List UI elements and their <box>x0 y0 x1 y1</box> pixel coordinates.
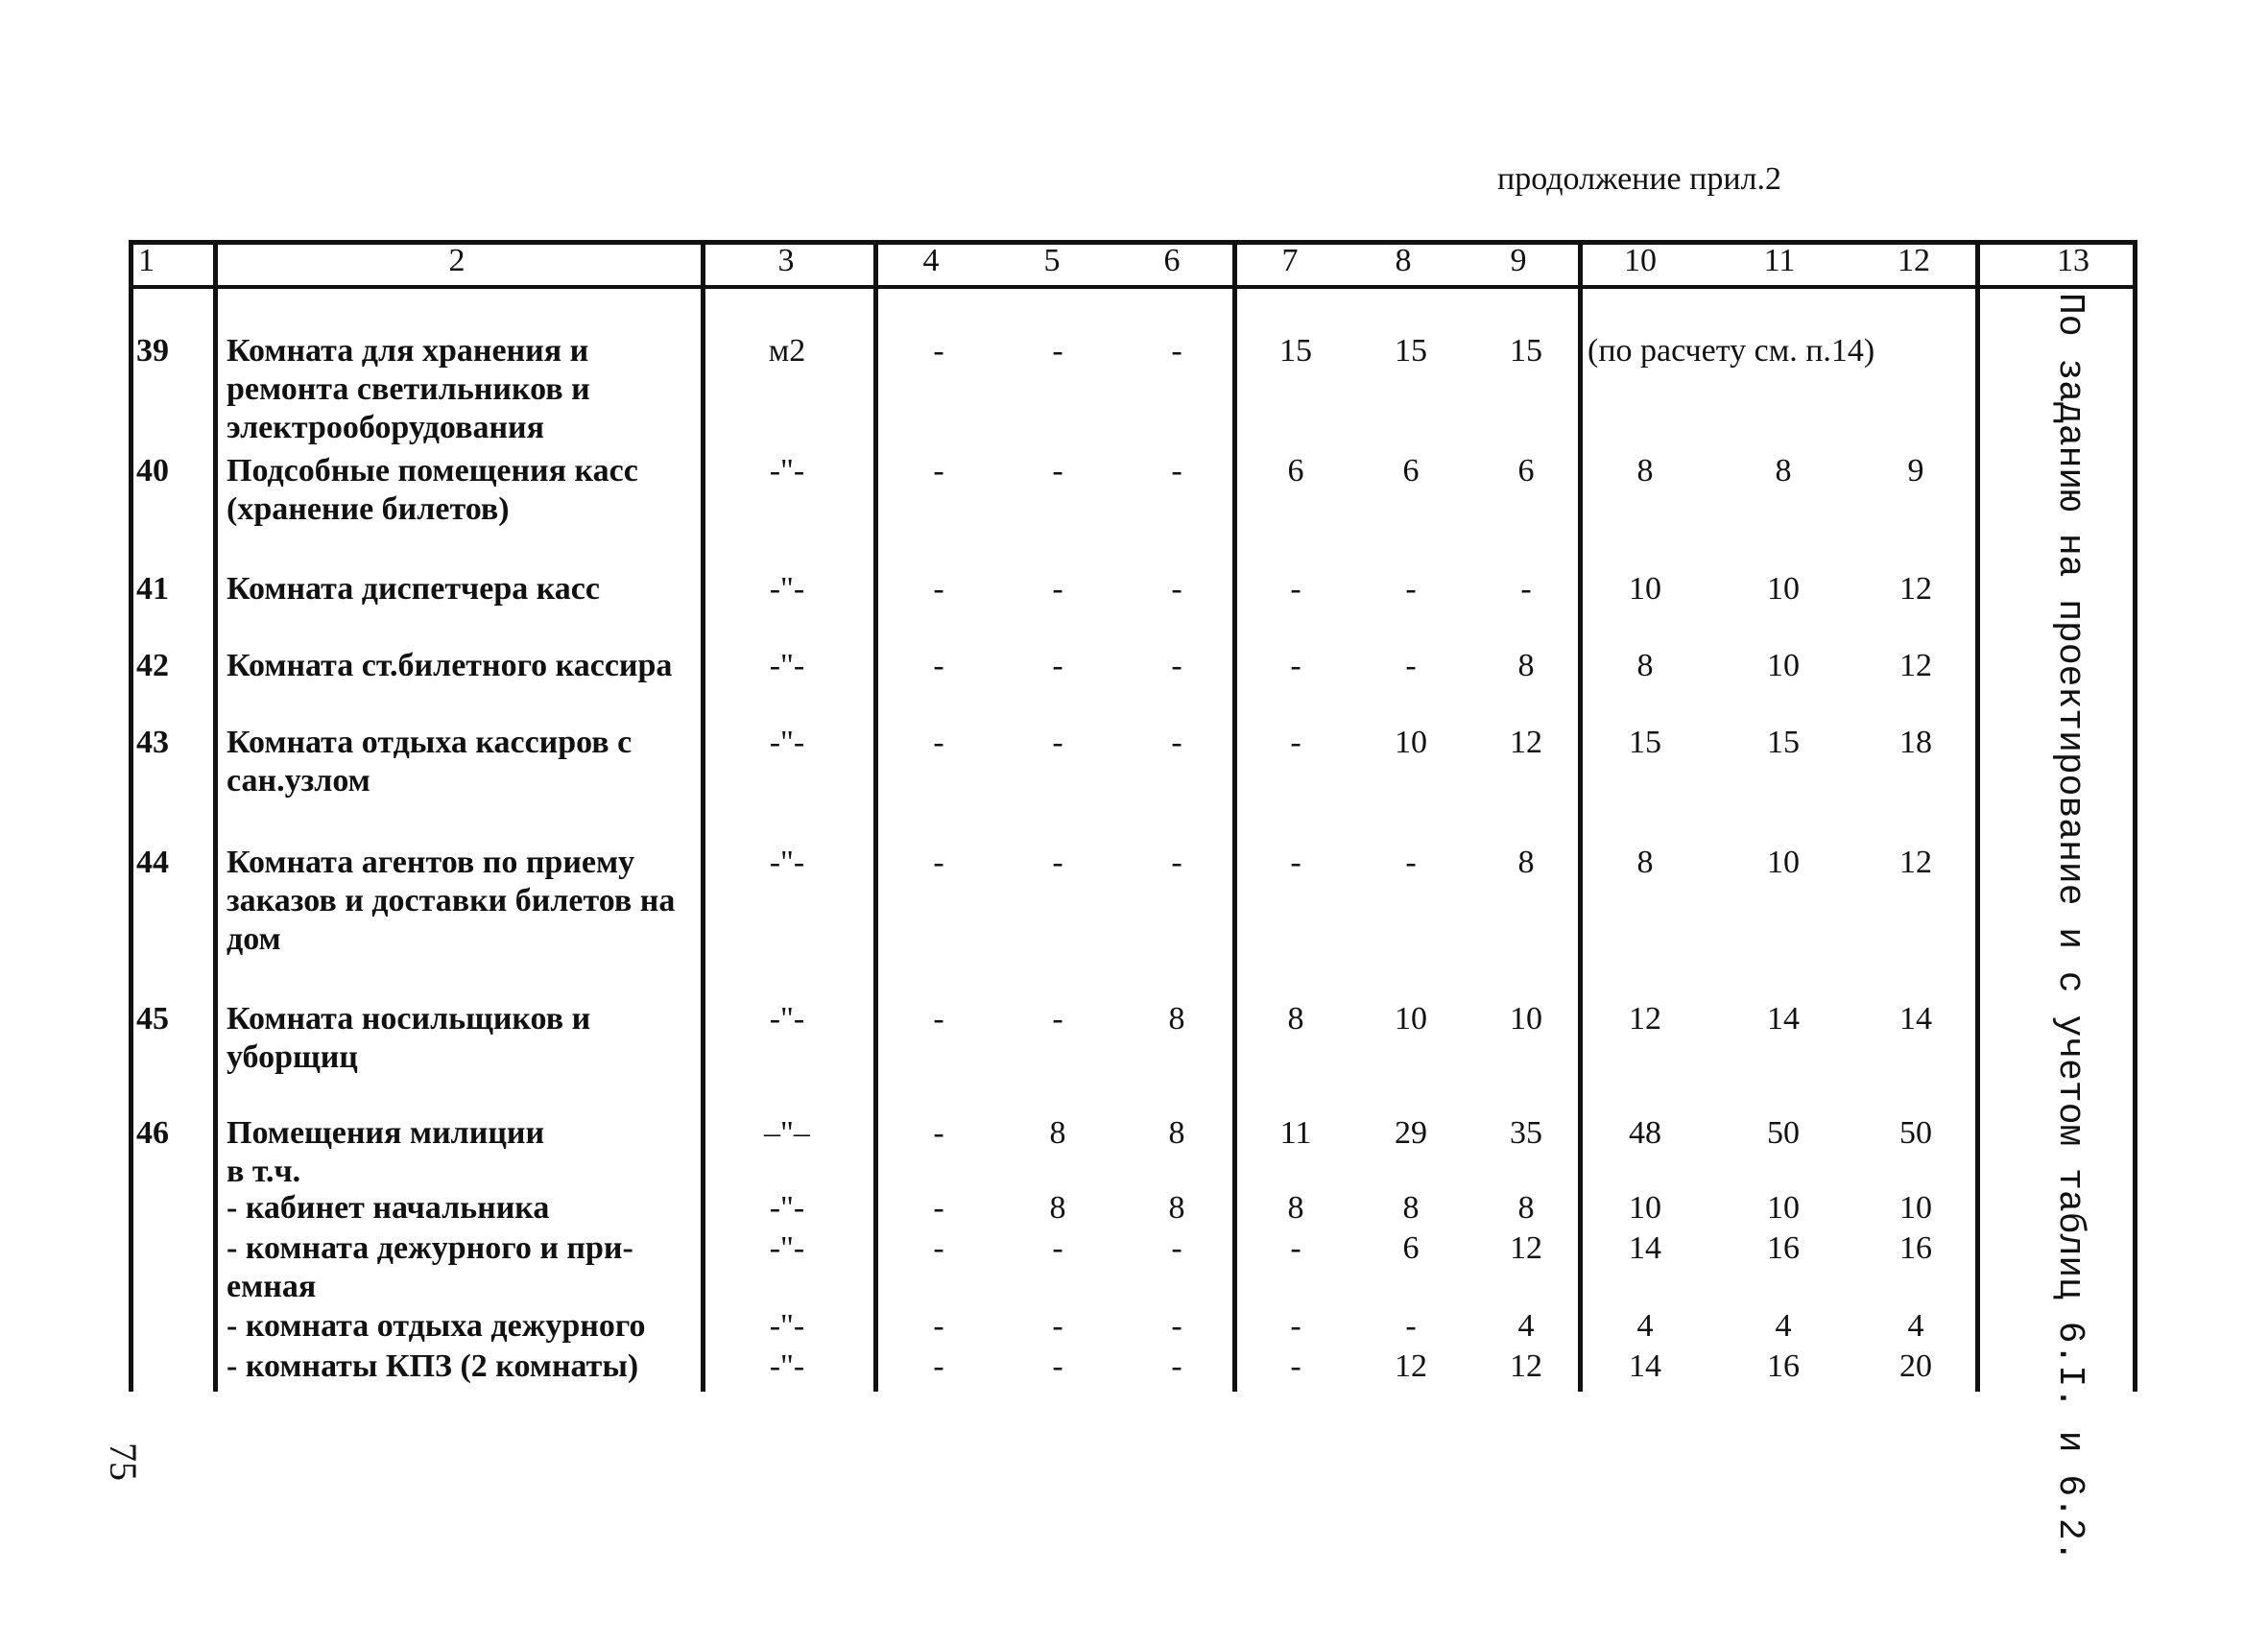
value-cell: 15 <box>1510 333 1542 369</box>
data-table <box>129 240 2137 1392</box>
row-name-line: - комната дежурного и при- <box>227 1230 633 1266</box>
value-cell: - <box>1171 845 1182 880</box>
value-cell: 12 <box>1899 571 1932 607</box>
row-name-line: емная <box>227 1269 317 1304</box>
value-cell: 8 <box>1168 1115 1185 1151</box>
value-cell: 10 <box>1767 845 1800 880</box>
value-cell: 10 <box>1395 725 1427 760</box>
value-cell: 6 <box>1287 453 1304 489</box>
column-header: 12 <box>1898 243 1930 278</box>
value-cell: 8 <box>1517 1190 1535 1226</box>
value-cell: - <box>1171 648 1182 683</box>
row-name-line: заказов и доставки билетов на <box>227 883 676 918</box>
value-cell: - <box>1171 725 1182 760</box>
header-bottom-border <box>129 285 2137 289</box>
value-cell: 8 <box>1287 1190 1304 1226</box>
row-number: 44 <box>136 845 169 880</box>
value-cell: - <box>1171 1308 1182 1344</box>
calc-note: (по расчету см. п.14) <box>1588 333 1875 369</box>
row-name-line: - комнаты КПЗ (2 комнаты) <box>227 1348 639 1384</box>
value-cell: 16 <box>1767 1348 1800 1384</box>
unit-cell: -"- <box>769 1001 805 1037</box>
value-cell: 6 <box>1402 1230 1420 1266</box>
row-name-line: электрооборудования <box>227 410 545 445</box>
value-cell: - <box>933 571 944 607</box>
row-name-line: в т.ч. <box>227 1154 301 1189</box>
col-divider <box>2133 240 2137 1392</box>
column-header: 3 <box>777 243 795 278</box>
value-cell: - <box>933 1115 944 1151</box>
value-cell: - <box>1052 1308 1063 1344</box>
value-cell: 6 <box>1402 453 1420 489</box>
value-cell: 4 <box>1907 1308 1924 1344</box>
value-cell: - <box>1290 1230 1301 1266</box>
value-cell: 16 <box>1767 1230 1800 1266</box>
value-cell: 10 <box>1899 1190 1932 1226</box>
unit-cell: -"- <box>769 1348 805 1384</box>
col-divider <box>129 240 133 1392</box>
value-cell: - <box>1290 845 1301 880</box>
value-cell: 8 <box>1636 648 1654 683</box>
value-cell: 14 <box>1629 1230 1661 1266</box>
row-name-line: - комната отдыха дежурного <box>227 1308 646 1344</box>
column-header: 2 <box>448 243 466 278</box>
unit-cell: -"- <box>769 1190 805 1226</box>
side-note: По заданию на проектирование и с учетом таблиц 6.I. и 6.2. <box>2049 293 2090 1562</box>
value-cell: 10 <box>1629 1190 1661 1226</box>
value-cell: - <box>1520 571 1532 607</box>
value-cell: 9 <box>1907 453 1924 489</box>
row-name-line: Комната отдыха кассиров с <box>227 725 633 760</box>
row-number: 41 <box>136 571 169 607</box>
unit-cell: -"- <box>769 725 805 760</box>
unit-cell: –"– <box>764 1115 810 1151</box>
value-cell: - <box>933 1348 944 1384</box>
value-cell: - <box>1052 845 1063 880</box>
value-cell: - <box>1405 648 1417 683</box>
value-cell: 29 <box>1395 1115 1427 1151</box>
value-cell: - <box>1405 571 1417 607</box>
column-header: 9 <box>1510 243 1527 278</box>
value-cell: - <box>1290 1348 1301 1384</box>
value-cell: 8 <box>1636 845 1654 880</box>
col-divider <box>1232 240 1237 1392</box>
value-cell: 48 <box>1629 1115 1661 1151</box>
value-cell: 14 <box>1767 1001 1800 1037</box>
col-divider <box>1975 240 1980 1392</box>
row-name-line: сан.узлом <box>227 763 370 799</box>
value-cell: 8 <box>1517 648 1535 683</box>
value-cell: 8 <box>1517 845 1535 880</box>
column-header: 11 <box>1763 243 1796 278</box>
value-cell: - <box>1405 1308 1417 1344</box>
row-number: 46 <box>136 1115 169 1151</box>
value-cell: - <box>933 1190 944 1226</box>
value-cell: 8 <box>1168 1190 1185 1226</box>
row-name-line: - кабинет начальника <box>227 1190 550 1226</box>
row-name-line: Комната агентов по приему <box>227 845 635 880</box>
value-cell: 12 <box>1510 1230 1542 1266</box>
value-cell: - <box>1052 1001 1063 1037</box>
value-cell: 8 <box>1775 453 1792 489</box>
value-cell: - <box>933 845 944 880</box>
value-cell: - <box>933 333 944 369</box>
value-cell: - <box>1290 725 1301 760</box>
value-cell: - <box>1290 1308 1301 1344</box>
unit-cell: м2 <box>768 333 806 369</box>
value-cell: 20 <box>1899 1348 1932 1384</box>
value-cell: 8 <box>1049 1115 1066 1151</box>
value-cell: 4 <box>1775 1308 1792 1344</box>
value-cell: 10 <box>1629 571 1661 607</box>
value-cell: 10 <box>1395 1001 1427 1037</box>
value-cell: - <box>933 1308 944 1344</box>
value-cell: - <box>933 1001 944 1037</box>
value-cell: 8 <box>1636 453 1654 489</box>
column-header: 4 <box>922 243 940 278</box>
column-header: 1 <box>138 243 155 278</box>
value-cell: 12 <box>1899 845 1932 880</box>
row-number: 43 <box>136 725 169 760</box>
value-cell: - <box>1290 571 1301 607</box>
value-cell: - <box>933 453 944 489</box>
column-header: 10 <box>1624 243 1657 278</box>
value-cell: - <box>1052 571 1063 607</box>
row-name-line: Помещения милиции <box>227 1115 545 1151</box>
value-cell: 50 <box>1767 1115 1800 1151</box>
value-cell: 35 <box>1510 1115 1542 1151</box>
value-cell: 15 <box>1279 333 1312 369</box>
value-cell: - <box>933 1230 944 1266</box>
value-cell: 12 <box>1510 725 1542 760</box>
value-cell: - <box>1171 1348 1182 1384</box>
unit-cell: -"- <box>769 648 805 683</box>
column-header: 7 <box>1281 243 1299 278</box>
row-number: 42 <box>136 648 169 683</box>
value-cell: - <box>1171 453 1182 489</box>
value-cell: 12 <box>1510 1348 1542 1384</box>
unit-cell: -"- <box>769 845 805 880</box>
value-cell: 14 <box>1629 1348 1661 1384</box>
col-divider <box>873 240 878 1392</box>
value-cell: 12 <box>1629 1001 1661 1037</box>
value-cell: 10 <box>1767 648 1800 683</box>
row-name-line: дом <box>227 921 281 957</box>
value-cell: 14 <box>1899 1001 1932 1037</box>
row-number: 45 <box>136 1001 169 1037</box>
value-cell: 15 <box>1395 333 1427 369</box>
value-cell: 6 <box>1517 453 1535 489</box>
row-name-line: Комната для хранения и <box>227 333 589 369</box>
value-cell: 4 <box>1517 1308 1535 1344</box>
unit-cell: -"- <box>769 453 805 489</box>
row-name-line: Комната носильщиков и <box>227 1001 591 1037</box>
col-divider <box>1578 240 1583 1392</box>
row-name-line: (хранение билетов) <box>227 491 510 527</box>
value-cell: 8 <box>1402 1190 1420 1226</box>
value-cell: 10 <box>1510 1001 1542 1037</box>
value-cell: - <box>1171 571 1182 607</box>
row-number: 39 <box>136 333 169 369</box>
value-cell: 12 <box>1899 648 1932 683</box>
row-number: 40 <box>136 453 169 489</box>
value-cell: 50 <box>1899 1115 1932 1151</box>
value-cell: 8 <box>1168 1001 1185 1037</box>
row-name-line: Комната диспетчера касс <box>227 571 600 607</box>
unit-cell: -"- <box>769 1230 805 1266</box>
value-cell: 15 <box>1767 725 1800 760</box>
value-cell: - <box>1052 648 1063 683</box>
value-cell: 10 <box>1767 571 1800 607</box>
col-divider <box>701 240 705 1392</box>
continuation-label: продолжение прил.2 <box>1497 161 1782 197</box>
value-cell: - <box>1052 725 1063 760</box>
row-name-line: ремонта светильников и <box>227 371 590 407</box>
value-cell: 8 <box>1049 1190 1066 1226</box>
unit-cell: -"- <box>769 1308 805 1344</box>
column-header: 6 <box>1163 243 1181 278</box>
value-cell: - <box>1052 453 1063 489</box>
value-cell: - <box>1171 333 1182 369</box>
value-cell: 16 <box>1899 1230 1932 1266</box>
value-cell: - <box>1405 845 1417 880</box>
value-cell: - <box>1052 1230 1063 1266</box>
row-name-line: Подсобные помещения касс <box>227 453 638 489</box>
value-cell: 18 <box>1899 725 1932 760</box>
page-number: 75 <box>102 1442 145 1481</box>
value-cell: - <box>1290 648 1301 683</box>
value-cell: - <box>1171 1230 1182 1266</box>
value-cell: 8 <box>1287 1001 1304 1037</box>
value-cell: - <box>933 725 944 760</box>
unit-cell: -"- <box>769 571 805 607</box>
value-cell: 11 <box>1279 1115 1312 1151</box>
value-cell: - <box>933 648 944 683</box>
value-cell: 4 <box>1636 1308 1654 1344</box>
col-divider <box>213 240 218 1392</box>
row-name-line: уборщиц <box>227 1039 358 1075</box>
value-cell: 12 <box>1395 1348 1427 1384</box>
value-cell: 15 <box>1629 725 1661 760</box>
column-header: 8 <box>1395 243 1412 278</box>
column-header: 5 <box>1043 243 1061 278</box>
value-cell: 10 <box>1767 1190 1800 1226</box>
value-cell: - <box>1052 1348 1063 1384</box>
value-cell: - <box>1052 333 1063 369</box>
row-name-line: Комната ст.билетного кассира <box>227 648 673 683</box>
column-header: 13 <box>2057 243 2089 278</box>
